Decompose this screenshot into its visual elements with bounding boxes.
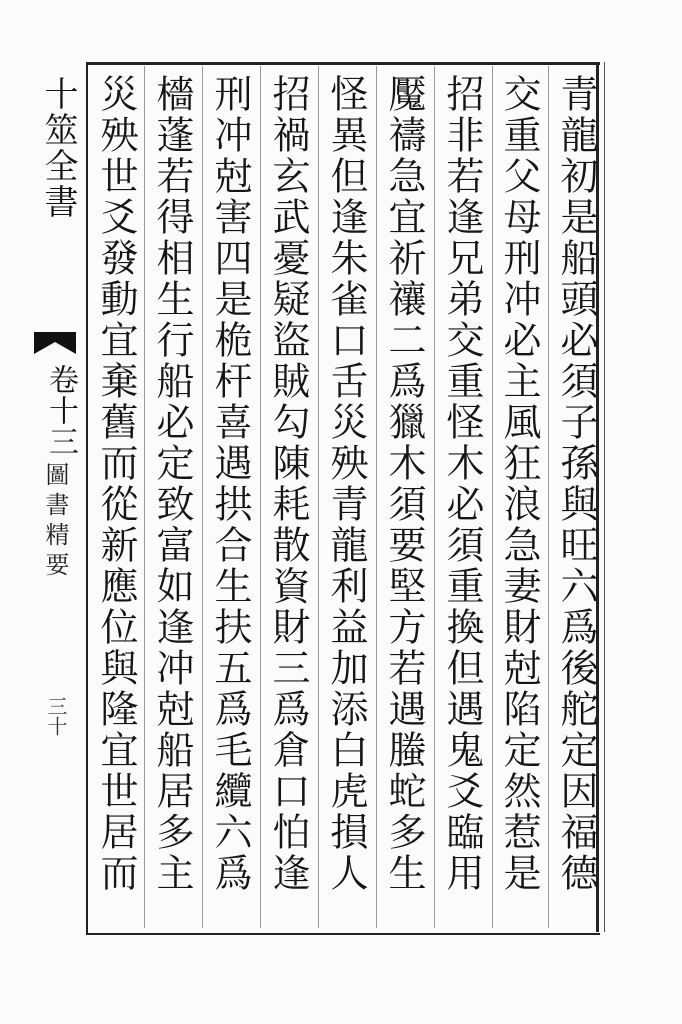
- fish-tail-icon: [34, 332, 76, 354]
- volume-label: 卷十三: [43, 364, 78, 457]
- text-column-7: 刑冲尅害四是桅杆喜遇拱合生扶五爲毛纜六爲: [208, 74, 252, 894]
- text-column-4: 魘禱急宜祈禳二爲獵木須要堅方若遇螣蛇多生: [382, 74, 426, 894]
- page-number: 三十: [44, 696, 68, 736]
- column-rule: [260, 66, 261, 928]
- column-rule: [376, 66, 377, 928]
- column-rule: [548, 66, 549, 928]
- column-rule: [434, 66, 435, 928]
- text-column-5: 怪異但逢朱雀口舌災殃青龍利益加添白虎損人: [324, 74, 368, 894]
- section-label: 圖書精要: [41, 462, 69, 582]
- column-rule: [202, 66, 203, 928]
- column-rule: [318, 66, 319, 928]
- book-title: 十筮全書: [38, 76, 78, 220]
- text-column-1: 青龍初是船頭必須子孫與旺六爲後舵定因福德: [554, 74, 598, 894]
- margin-column: [30, 64, 86, 934]
- text-column-3: 招非若逢兄弟交重怪木必須重換但遇鬼爻臨用: [440, 74, 484, 894]
- column-rule: [144, 66, 145, 928]
- frame-right-rule-outer: [604, 62, 605, 932]
- text-column-2: 交重父母刑冲必主風狂浪急妻財尅陷定然惹是: [497, 74, 541, 894]
- text-column-6: 招禍玄武憂疑盜賊勾陳耗散資財三爲倉口怕逢: [266, 74, 310, 894]
- text-column-9: 災殃世爻發動宜棄舊而從新應位與隆宜世居而: [94, 74, 138, 894]
- text-column-8: 檣蓬若得相生行船必定致富如逢冲尅船居多主: [150, 74, 194, 894]
